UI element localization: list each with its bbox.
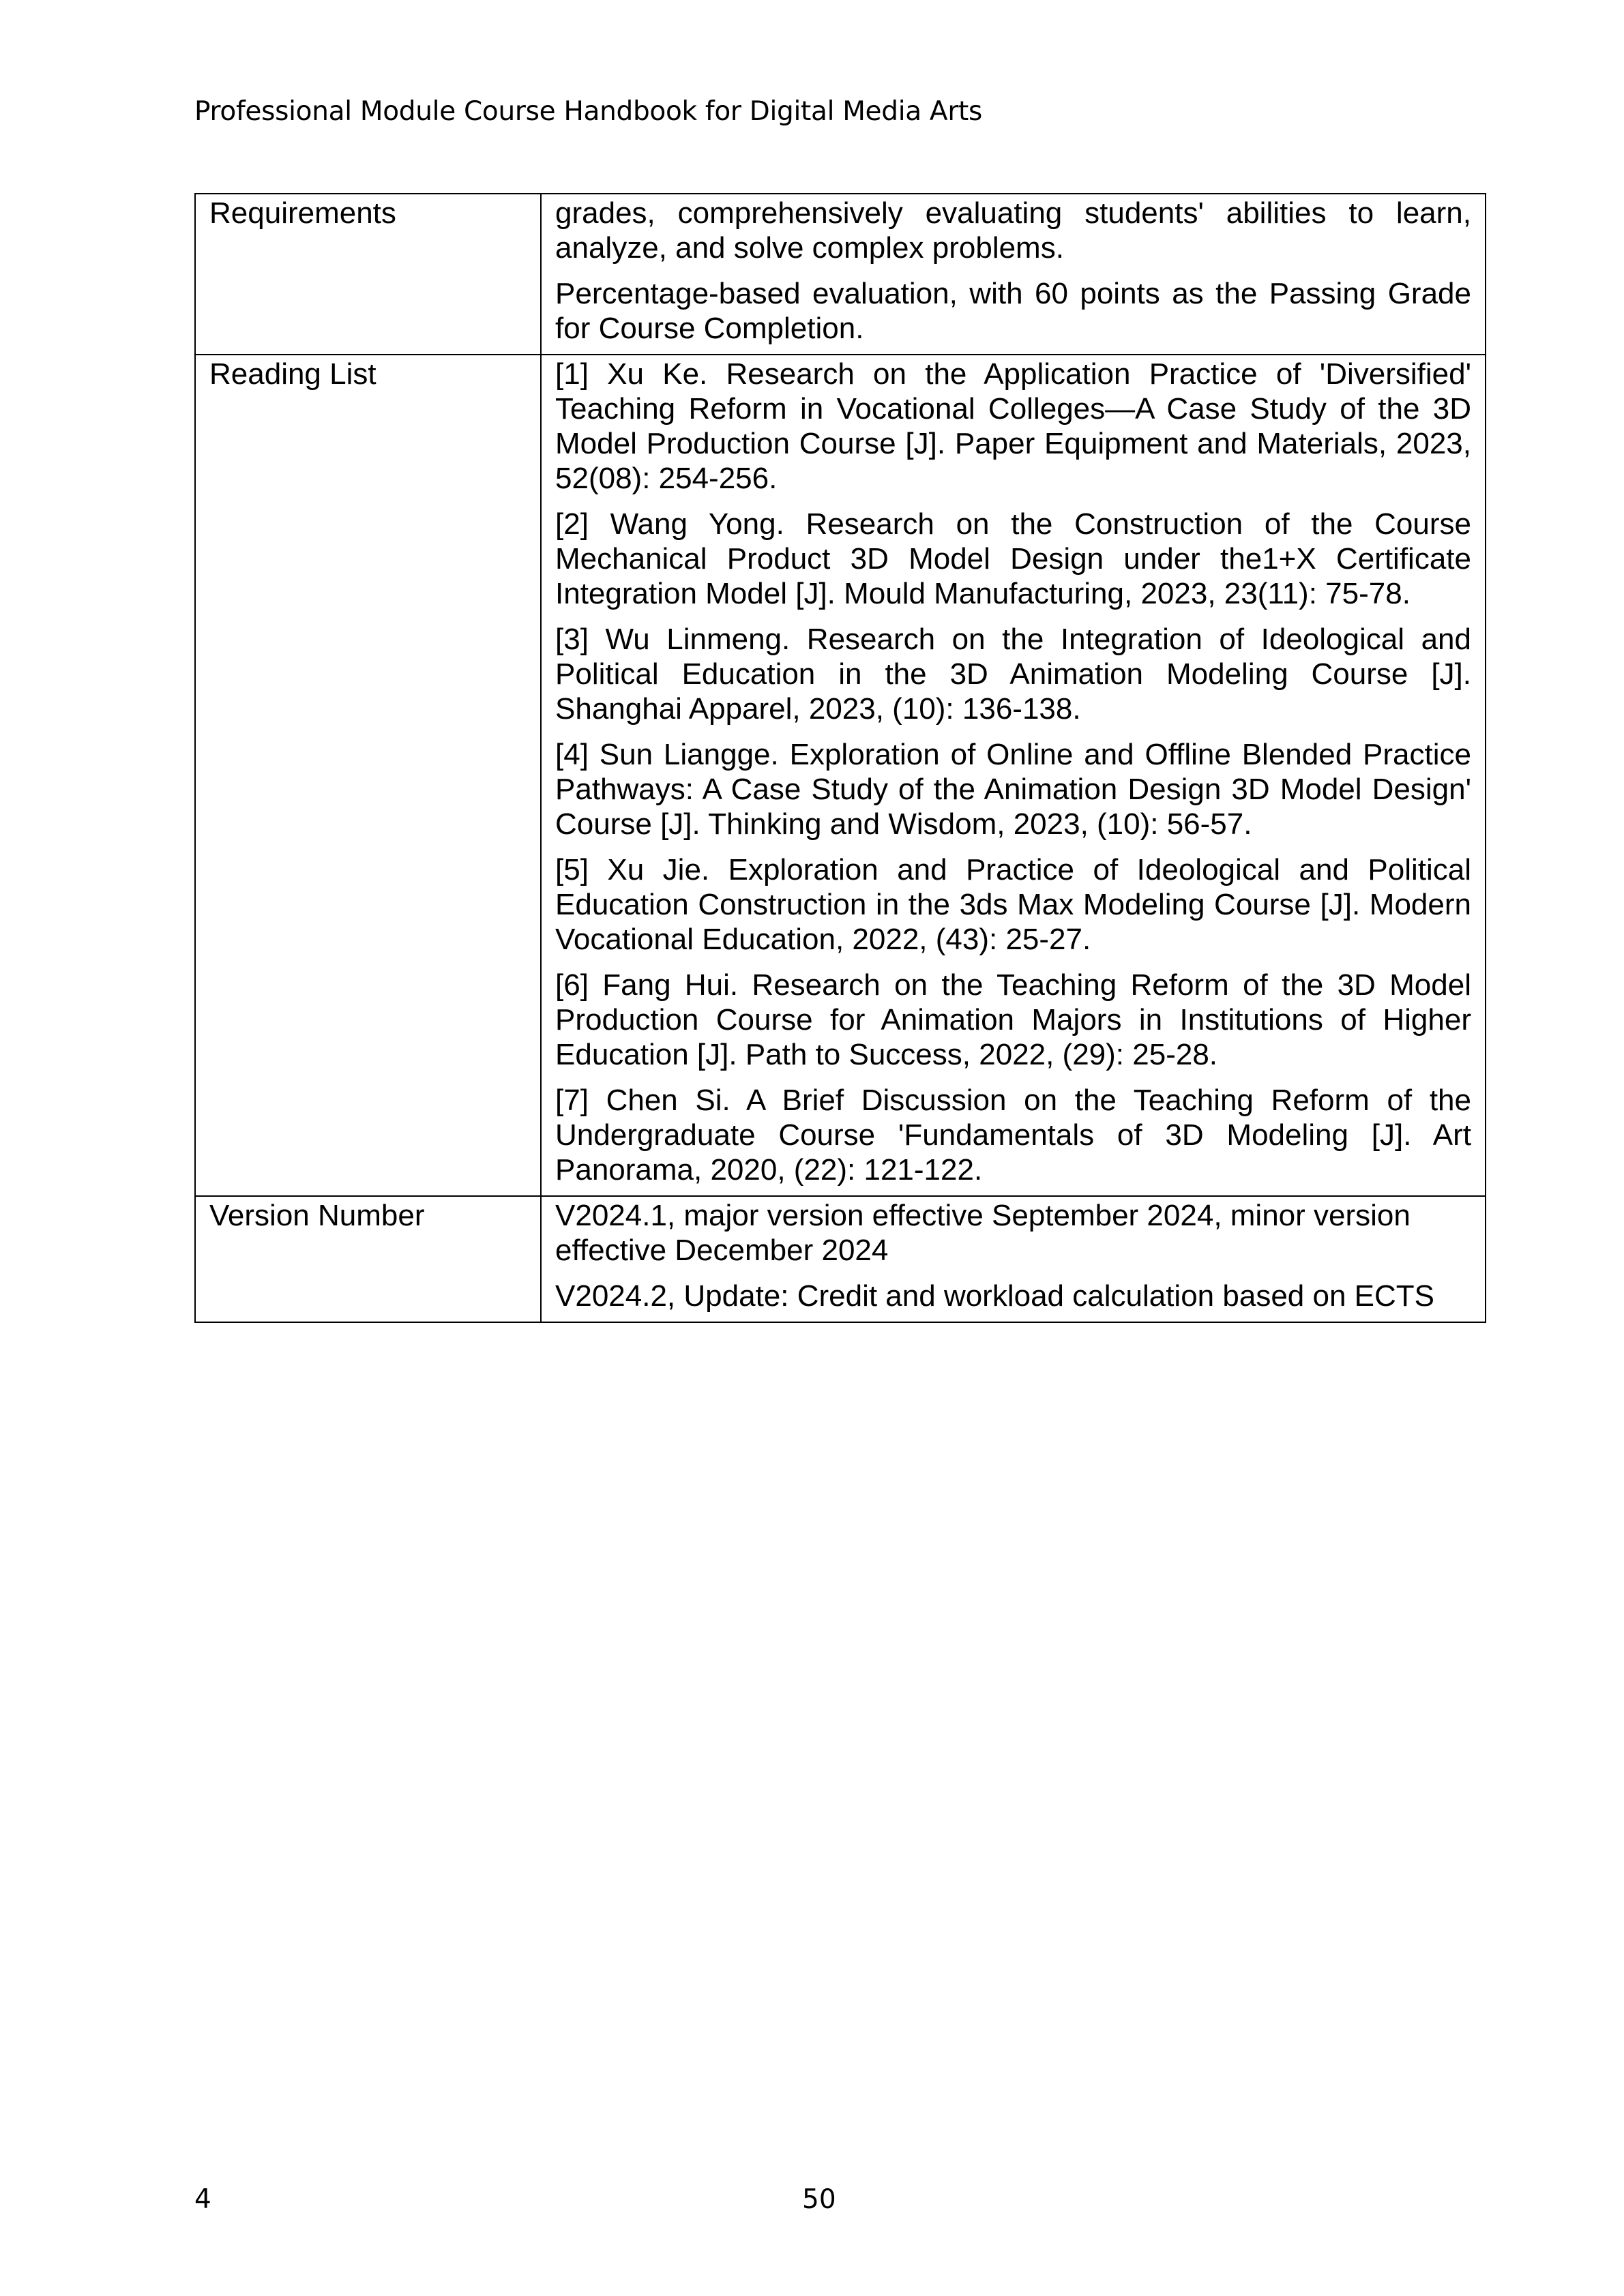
requirements-paragraph: grades, comprehensively evaluating students' abilities to learn, analyze, and solve complex problems.: [555, 196, 1471, 265]
row-label: Requirements: [195, 194, 541, 355]
table-row-version-number: [195, 1196, 1486, 1322]
row-label: Version Number: [195, 1196, 541, 1322]
reference-item: [6] Fang Hui. Research on the Teaching Reform of the 3D Model Production Course for Animation Majors in Institutions of Higher Education [J]. Path to Success, 2022, (29): 25-28.: [555, 968, 1471, 1071]
reference-item: [1] Xu Ke. Research on the Application Practice of 'Diversified' Teaching Reform in Vocational Colleges—A Case Study of the 3D Model Production Course [J]. Paper Equipment and Materials, 2023, 52(08): 254-256.: [555, 357, 1471, 495]
reference-item: [5] Xu Jie. Exploration and Practice of Ideological and Political Education Construction in the 3ds Max Modeling Course [J]. Modern Vocational Education, 2022, (43): 25-27.: [555, 853, 1471, 956]
row-label: Reading List: [195, 355, 541, 1196]
reference-item: [4] Sun Liangge. Exploration of Online and Offline Blended Practice Pathways: A Case Study of the Animation Design 3D Model Design' Course [J]. Thinking and Wisdom, 2023, (10): 56-57.: [555, 738, 1471, 841]
row-content: [541, 194, 1486, 355]
row-content: [541, 355, 1486, 1196]
footer-left-number: 4: [194, 2184, 211, 2215]
version-entry: V2024.2, Update: Credit and workload calculation based on ECTS: [555, 1279, 1434, 1313]
table-row-requirements: [195, 194, 1486, 355]
module-info-table: [194, 193, 1486, 1323]
row-content: [541, 1196, 1486, 1322]
reference-item: [7] Chen Si. A Brief Discussion on the Teaching Reform of the Undergraduate Course 'Fundamentals of 3D Modeling [J]. Art Panorama, 2020, (22): 121-122.: [555, 1084, 1471, 1187]
page-number: 50: [802, 2184, 836, 2215]
running-header: Professional Module Course Handbook for Digital Media Arts: [194, 96, 983, 127]
reference-item: [3] Wu Linmeng. Research on the Integration of Ideological and Political Education in the 3D Animation Modeling Course [J]. Shanghai Apparel, 2023, (10): 136-138.: [555, 623, 1471, 726]
table-row-reading-list: [195, 355, 1486, 1196]
version-entry: V2024.1, major version effective September 2024, minor version effective December 2024: [555, 1199, 1411, 1267]
requirements-paragraph: Percentage-based evaluation, with 60 points as the Passing Grade for Course Completion.: [555, 277, 1471, 345]
reference-item: [2] Wang Yong. Research on the Construction of the Course Mechanical Product 3D Model Design under the1+X Certificate Integration Model [J]. Mould Manufacturing, 2023, 23(11): 75-78.: [555, 507, 1471, 610]
